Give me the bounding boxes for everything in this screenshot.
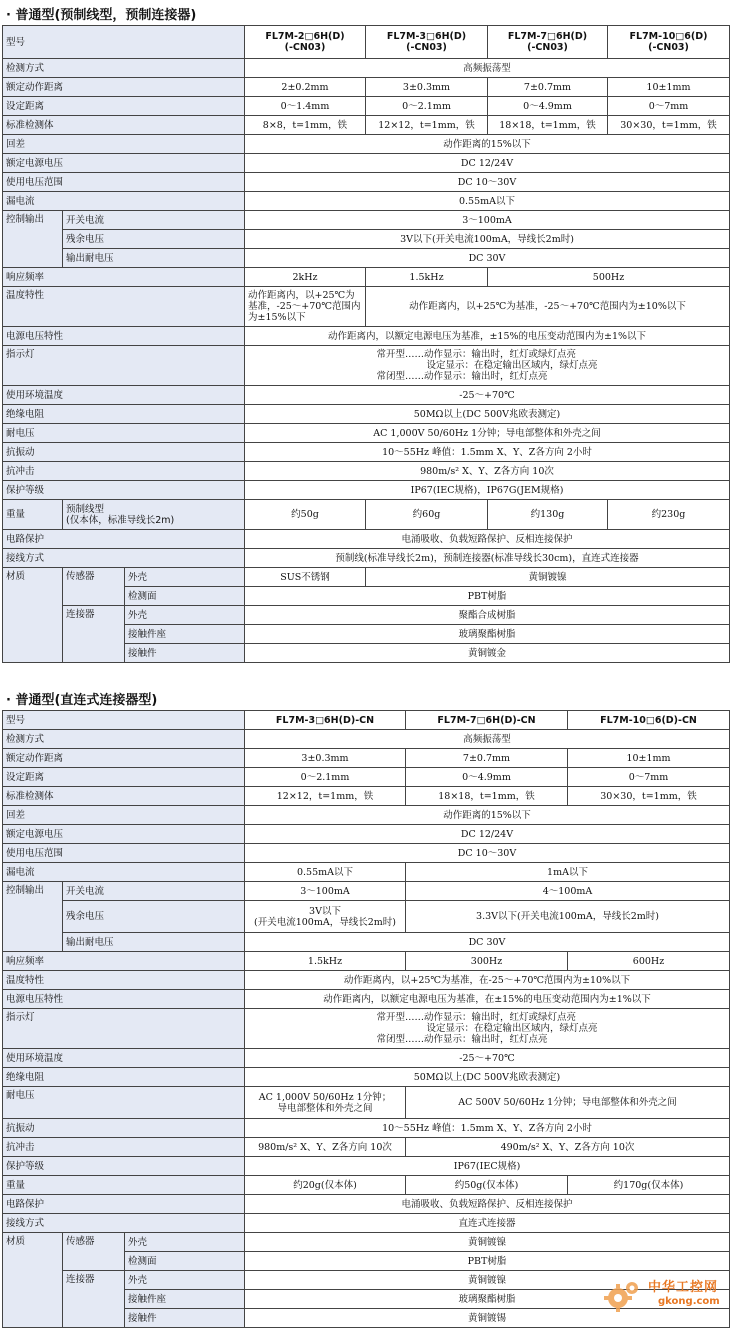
rated-value: 3±0.3mm bbox=[245, 749, 406, 768]
ins-value: 50MΩ以上(DC 500V兆欧表测定) bbox=[245, 405, 730, 424]
table-row bbox=[3, 154, 730, 173]
table-row bbox=[3, 1087, 730, 1119]
hyst-label: 回差 bbox=[3, 135, 245, 154]
shock-value-2: 490m/s² X、Y、Z各方向 10次 bbox=[406, 1138, 730, 1157]
table-row bbox=[3, 462, 730, 481]
gear-icon bbox=[602, 1276, 642, 1316]
rvolt-value: DC 12/24V bbox=[245, 154, 730, 173]
table-row bbox=[3, 386, 730, 405]
conn-value: 直连式连接器 bbox=[245, 1214, 730, 1233]
model-col-2: FL7M-3□6H(D) (-CN03) bbox=[366, 26, 488, 59]
model-col-1: FL7M-2□6H(D) (-CN03) bbox=[245, 26, 366, 59]
freq-value: 1.5kHz bbox=[245, 952, 406, 971]
std-value: 30×30，t=1mm，铁 bbox=[568, 787, 730, 806]
ins-label: 绝缘电阻 bbox=[3, 405, 245, 424]
ind-value bbox=[245, 346, 730, 386]
ctrl-sw-value: 3～100mA bbox=[245, 211, 730, 230]
vib-label: 抗振动 bbox=[3, 443, 245, 462]
table-row bbox=[3, 173, 730, 192]
ind-line: 常闭型……动作显示：输出时，红灯点亮 bbox=[376, 371, 548, 382]
vrange-label: 使用电压范围 bbox=[3, 173, 245, 192]
table-row bbox=[3, 481, 730, 500]
table-row bbox=[3, 1138, 730, 1157]
table-row bbox=[3, 901, 730, 933]
shock-label: 抗冲击 bbox=[3, 462, 245, 481]
table-row bbox=[3, 500, 730, 530]
mat-face-label: 检测面 bbox=[125, 1252, 245, 1271]
ctrl-res-label: 残余电压 bbox=[63, 901, 245, 933]
table-row bbox=[3, 882, 730, 901]
table-row bbox=[3, 287, 730, 327]
weight-sub-label: 预制线型 (仅本体，标准导线长2m) bbox=[63, 500, 245, 530]
leak-value-2: 1mA以下 bbox=[406, 863, 730, 882]
mat-pin-label: 接触件座 bbox=[125, 625, 245, 644]
weight-value: 约170g(仅本体) bbox=[568, 1176, 730, 1195]
mat-ccase-value: 聚酯合成树脂 bbox=[245, 606, 730, 625]
table-row bbox=[3, 971, 730, 990]
table-row bbox=[3, 1009, 730, 1049]
hyst-value: 动作距离的15%以下 bbox=[245, 806, 730, 825]
std-value: 12×12，t=1mm，铁 bbox=[245, 787, 406, 806]
weight-value: 约230g bbox=[608, 500, 730, 530]
model-col-4: FL7M-10□6(D) (-CN03) bbox=[608, 26, 730, 59]
ctrl-sw-label: 开关电流 bbox=[63, 211, 245, 230]
detect-label: 检测方式 bbox=[3, 59, 245, 78]
dv-value-2: AC 500V 50/60Hz 1分钟；导电部整体和外壳之间 bbox=[406, 1087, 730, 1119]
setd-label: 设定距离 bbox=[3, 97, 245, 116]
table-row bbox=[3, 268, 730, 287]
table-row bbox=[3, 844, 730, 863]
mat-face-label: 检测面 bbox=[125, 587, 245, 606]
std-label: 标准检测体 bbox=[3, 787, 245, 806]
mat-contact-value: 黄铜镀锡 bbox=[245, 1309, 730, 1328]
dv-label: 耐电压 bbox=[3, 424, 245, 443]
mat-case-value-2: 黄铜镀镍 bbox=[366, 568, 730, 587]
circ-label: 电路保护 bbox=[3, 530, 245, 549]
mat-ccase-value: 黄铜镀镍 bbox=[245, 1271, 730, 1290]
mat-connector-label: 连接器 bbox=[63, 1271, 125, 1328]
table-row bbox=[3, 26, 730, 59]
freq-value: 300Hz bbox=[406, 952, 568, 971]
temp-value: 动作距离内，以+25℃为基准，在-25～+70℃范围内为±10%以下 bbox=[245, 971, 730, 990]
detect-value: 高频振荡型 bbox=[245, 730, 730, 749]
table-row bbox=[3, 549, 730, 568]
std-value: 8×8，t=1mm，铁 bbox=[245, 116, 366, 135]
model-col-3: FL7M-10□6(D)-CN bbox=[568, 711, 730, 730]
ind-label: 指示灯 bbox=[3, 346, 245, 386]
mat-sensor-label: 传感器 bbox=[63, 1233, 125, 1271]
table-row bbox=[3, 806, 730, 825]
table-row bbox=[3, 730, 730, 749]
table-row bbox=[3, 825, 730, 844]
vib-value: 10～55Hz 峰值：1.5mm X、Y、Z各方向 2小时 bbox=[245, 443, 730, 462]
circ-value: 电涌吸收、负载短路保护、反相连接保护 bbox=[245, 530, 730, 549]
table-row bbox=[3, 192, 730, 211]
table-row bbox=[3, 606, 730, 625]
setd-label: 设定距离 bbox=[3, 768, 245, 787]
psv-label: 电源电压特性 bbox=[3, 327, 245, 346]
ind-line: 常闭型……动作显示：输出时，红灯点亮 bbox=[376, 1034, 548, 1045]
gkong-watermark bbox=[598, 1272, 726, 1318]
mat-label: 材质 bbox=[3, 568, 63, 663]
section-title-prewired: · 普通型(预制线型，预制连接器) bbox=[6, 8, 197, 23]
mat-contact-value: 黄铜镀金 bbox=[245, 644, 730, 663]
mat-label: 材质 bbox=[3, 1233, 63, 1328]
vib-label: 抗振动 bbox=[3, 1119, 245, 1138]
table-row bbox=[3, 1195, 730, 1214]
temp-value-2: 动作距离内，以+25℃为基准，-25～+70℃范围内为±10%以下 bbox=[366, 287, 730, 327]
freq-label: 响应频率 bbox=[3, 268, 245, 287]
table-row bbox=[3, 346, 730, 386]
detect-value: 高频振荡型 bbox=[245, 59, 730, 78]
table-row bbox=[3, 424, 730, 443]
temp-label: 温度特性 bbox=[3, 287, 245, 327]
ind-line: 常开型……动作显示：输出时，红灯或绿灯点亮 bbox=[376, 1012, 576, 1023]
logo-en-text: gkong.com bbox=[658, 1296, 720, 1307]
model-col-3: FL7M-7□6H(D) (-CN03) bbox=[488, 26, 608, 59]
vrange-value: DC 10～30V bbox=[245, 173, 730, 192]
table-row bbox=[3, 230, 730, 249]
table-row bbox=[3, 990, 730, 1009]
prot-value: IP67(IEC规格)，IP67G(JEM规格) bbox=[245, 481, 730, 500]
mat-contact-label: 接触件 bbox=[125, 644, 245, 663]
table-row bbox=[3, 443, 730, 462]
detect-label: 检测方式 bbox=[3, 730, 245, 749]
shock-value: 980m/s² X、Y、Z各方向 10次 bbox=[245, 462, 730, 481]
amb-label: 使用环境温度 bbox=[3, 1049, 245, 1068]
rated-value: 3±0.3mm bbox=[366, 78, 488, 97]
model-label: 型号 bbox=[3, 711, 245, 730]
table-row bbox=[3, 768, 730, 787]
ind-label: 指示灯 bbox=[3, 1009, 245, 1049]
weight-value: 约20g(仅本体) bbox=[245, 1176, 406, 1195]
ctrl-sw-value-1: 3～100mA bbox=[245, 882, 406, 901]
hyst-label: 回差 bbox=[3, 806, 245, 825]
temp-label: 温度特性 bbox=[3, 971, 245, 990]
setd-value: 0～2.1mm bbox=[245, 768, 406, 787]
mat-contact-label: 接触件 bbox=[125, 1309, 245, 1328]
table-row bbox=[3, 749, 730, 768]
vib-value: 10～55Hz 峰值：1.5mm X、Y、Z各方向 2小时 bbox=[245, 1119, 730, 1138]
circ-label: 电路保护 bbox=[3, 1195, 245, 1214]
ctrl-wv-label: 输出耐电压 bbox=[63, 933, 245, 952]
ins-label: 绝缘电阻 bbox=[3, 1068, 245, 1087]
weight-label: 重量 bbox=[3, 1176, 245, 1195]
mat-connector-label: 连接器 bbox=[63, 606, 125, 663]
ctrl-label: 控制输出 bbox=[3, 211, 63, 268]
table-row bbox=[3, 952, 730, 971]
table-row bbox=[3, 97, 730, 116]
table-row bbox=[3, 78, 730, 97]
psv-value: 动作距离内，以额定电源电压为基准，±15%的电压变动范围内为±1%以下 bbox=[245, 327, 730, 346]
ctrl-label: 控制输出 bbox=[3, 882, 63, 952]
circ-value: 电涌吸收、负载短路保护、反相连接保护 bbox=[245, 1195, 730, 1214]
amb-value: -25～+70℃ bbox=[245, 1049, 730, 1068]
weight-value: 约50g bbox=[245, 500, 366, 530]
mat-pin-value: 玻璃聚酯树脂 bbox=[245, 1290, 730, 1309]
ctrl-sw-value-2: 4～100mA bbox=[406, 882, 730, 901]
prot-value: IP67(IEC规格) bbox=[245, 1157, 730, 1176]
table-row bbox=[3, 863, 730, 882]
table-row bbox=[3, 711, 730, 730]
rated-value: 10±1mm bbox=[568, 749, 730, 768]
dv-label: 耐电压 bbox=[3, 1087, 245, 1119]
ctrl-sw-label: 开关电流 bbox=[63, 882, 245, 901]
mat-face-value: PBT树脂 bbox=[245, 587, 730, 606]
table-row bbox=[3, 116, 730, 135]
std-value: 30×30，t=1mm，铁 bbox=[608, 116, 730, 135]
ctrl-res-value-2: 3.3V以下(开关电流100mA，导线长2m时) bbox=[406, 901, 730, 933]
model-col-1: FL7M-3□6H(D)-CN bbox=[245, 711, 406, 730]
weight-value: 约130g bbox=[488, 500, 608, 530]
table-row bbox=[3, 1176, 730, 1195]
spec-table-connector bbox=[2, 710, 730, 1328]
weight-label: 重量 bbox=[3, 500, 63, 530]
weight-value: 约50g(仅本体) bbox=[406, 1176, 568, 1195]
leak-value: 0.55mA以下 bbox=[245, 192, 730, 211]
mat-face-value: PBT树脂 bbox=[245, 1252, 730, 1271]
table-row bbox=[3, 1157, 730, 1176]
mat-ccase-label: 外壳 bbox=[125, 606, 245, 625]
rated-label: 额定动作距离 bbox=[3, 749, 245, 768]
psv-label: 电源电压特性 bbox=[3, 990, 245, 1009]
mat-ccase-label: 外壳 bbox=[125, 1271, 245, 1290]
setd-value: 0～2.1mm bbox=[366, 97, 488, 116]
std-value: 12×12，t=1mm，铁 bbox=[366, 116, 488, 135]
std-value: 18×18，t=1mm，铁 bbox=[406, 787, 568, 806]
setd-value: 0～4.9mm bbox=[406, 768, 568, 787]
mat-case-label: 外壳 bbox=[125, 568, 245, 587]
table-row bbox=[3, 1068, 730, 1087]
conn-label: 接线方式 bbox=[3, 549, 245, 568]
freq-label: 响应频率 bbox=[3, 952, 245, 971]
freq-value: 1.5kHz bbox=[366, 268, 488, 287]
ctrl-wv-value: DC 30V bbox=[245, 249, 730, 268]
ctrl-res-value: 3V以下(开关电流100mA，导线长2m时) bbox=[245, 230, 730, 249]
table-row bbox=[3, 135, 730, 154]
mat-pin-label: 接触件座 bbox=[125, 1290, 245, 1309]
ind-line: 设定显示：在稳定输出区域内，绿灯点亮 bbox=[426, 1023, 598, 1034]
rated-label: 额定动作距离 bbox=[3, 78, 245, 97]
mat-sensor-label: 传感器 bbox=[63, 568, 125, 606]
ins-value: 50MΩ以上(DC 500V兆欧表测定) bbox=[245, 1068, 730, 1087]
std-label: 标准检测体 bbox=[3, 116, 245, 135]
rated-value: 2±0.2mm bbox=[245, 78, 366, 97]
mat-case-value-1: SUS不锈钢 bbox=[245, 568, 366, 587]
spec-table-prewired bbox=[2, 25, 730, 663]
conn-label: 接线方式 bbox=[3, 1214, 245, 1233]
conn-value: 预制线(标准导线长2m)，预制连接器(标准导线长30cm)，直连式连接器 bbox=[245, 549, 730, 568]
rated-value: 10±1mm bbox=[608, 78, 730, 97]
ind-line: 设定显示：在稳定输出区域内，绿灯点亮 bbox=[426, 360, 598, 371]
table-row bbox=[3, 1233, 730, 1252]
table-row bbox=[3, 1119, 730, 1138]
leak-label: 漏电流 bbox=[3, 863, 245, 882]
section-title-connector: · 普通型(直连式连接器型) bbox=[6, 693, 158, 708]
dv-value-1: AC 1,000V 50/60Hz 1分钟； 导电部整体和外壳之间 bbox=[245, 1087, 406, 1119]
setd-value: 0～7mm bbox=[608, 97, 730, 116]
model-label: 型号 bbox=[3, 26, 245, 59]
rated-value: 7±0.7mm bbox=[488, 78, 608, 97]
shock-value-1: 980m/s² X、Y、Z各方向 10次 bbox=[245, 1138, 406, 1157]
rvolt-label: 额定电源电压 bbox=[3, 825, 245, 844]
prot-label: 保护等级 bbox=[3, 1157, 245, 1176]
std-value: 18×18，t=1mm，铁 bbox=[488, 116, 608, 135]
vrange-value: DC 10～30V bbox=[245, 844, 730, 863]
table-row bbox=[3, 405, 730, 424]
prot-label: 保护等级 bbox=[3, 481, 245, 500]
ind-line: 常开型……动作显示：输出时，红灯或绿灯点亮 bbox=[376, 349, 576, 360]
table-row bbox=[3, 59, 730, 78]
setd-value: 0～1.4mm bbox=[245, 97, 366, 116]
rated-value: 7±0.7mm bbox=[406, 749, 568, 768]
shock-label: 抗冲击 bbox=[3, 1138, 245, 1157]
temp-value-1: 动作距离内，以+25℃为基准，-25～+70℃范围内为±15%以下 bbox=[245, 287, 366, 327]
setd-value: 0～7mm bbox=[568, 768, 730, 787]
rvolt-label: 额定电源电压 bbox=[3, 154, 245, 173]
ind-value bbox=[245, 1009, 730, 1049]
weight-value: 约60g bbox=[366, 500, 488, 530]
leak-label: 漏电流 bbox=[3, 192, 245, 211]
dv-value: AC 1,000V 50/60Hz 1分钟；导电部整体和外壳之间 bbox=[245, 424, 730, 443]
table-row bbox=[3, 249, 730, 268]
table-row bbox=[3, 211, 730, 230]
mat-case-label: 外壳 bbox=[125, 1233, 245, 1252]
ctrl-res-label: 残余电压 bbox=[63, 230, 245, 249]
table-row bbox=[3, 787, 730, 806]
logo-cn-text: 中华工控网 bbox=[648, 1280, 719, 1295]
mat-pin-value: 玻璃聚酯树脂 bbox=[245, 625, 730, 644]
hyst-value: 动作距离的15%以下 bbox=[245, 135, 730, 154]
ctrl-wv-value: DC 30V bbox=[245, 933, 730, 952]
psv-value: 动作距离内，以额定电源电压为基准，在±15%的电压变动范围内为±1%以下 bbox=[245, 990, 730, 1009]
rvolt-value: DC 12/24V bbox=[245, 825, 730, 844]
model-col-2: FL7M-7□6H(D)-CN bbox=[406, 711, 568, 730]
amb-value: -25～+70℃ bbox=[245, 386, 730, 405]
vrange-label: 使用电压范围 bbox=[3, 844, 245, 863]
table-row bbox=[3, 327, 730, 346]
freq-value: 500Hz bbox=[488, 268, 730, 287]
amb-label: 使用环境温度 bbox=[3, 386, 245, 405]
setd-value: 0～4.9mm bbox=[488, 97, 608, 116]
ctrl-res-value-1: 3V以下 (开关电流100mA，导线长2m时) bbox=[245, 901, 406, 933]
mat-case-value: 黄铜镀镍 bbox=[245, 1233, 730, 1252]
ctrl-wv-label: 输出耐电压 bbox=[63, 249, 245, 268]
freq-value: 2kHz bbox=[245, 268, 366, 287]
table-row bbox=[3, 1214, 730, 1233]
leak-value-1: 0.55mA以下 bbox=[245, 863, 406, 882]
table-row bbox=[3, 530, 730, 549]
freq-value: 600Hz bbox=[568, 952, 730, 971]
table-row bbox=[3, 1049, 730, 1068]
table-row bbox=[3, 933, 730, 952]
table-row bbox=[3, 568, 730, 587]
